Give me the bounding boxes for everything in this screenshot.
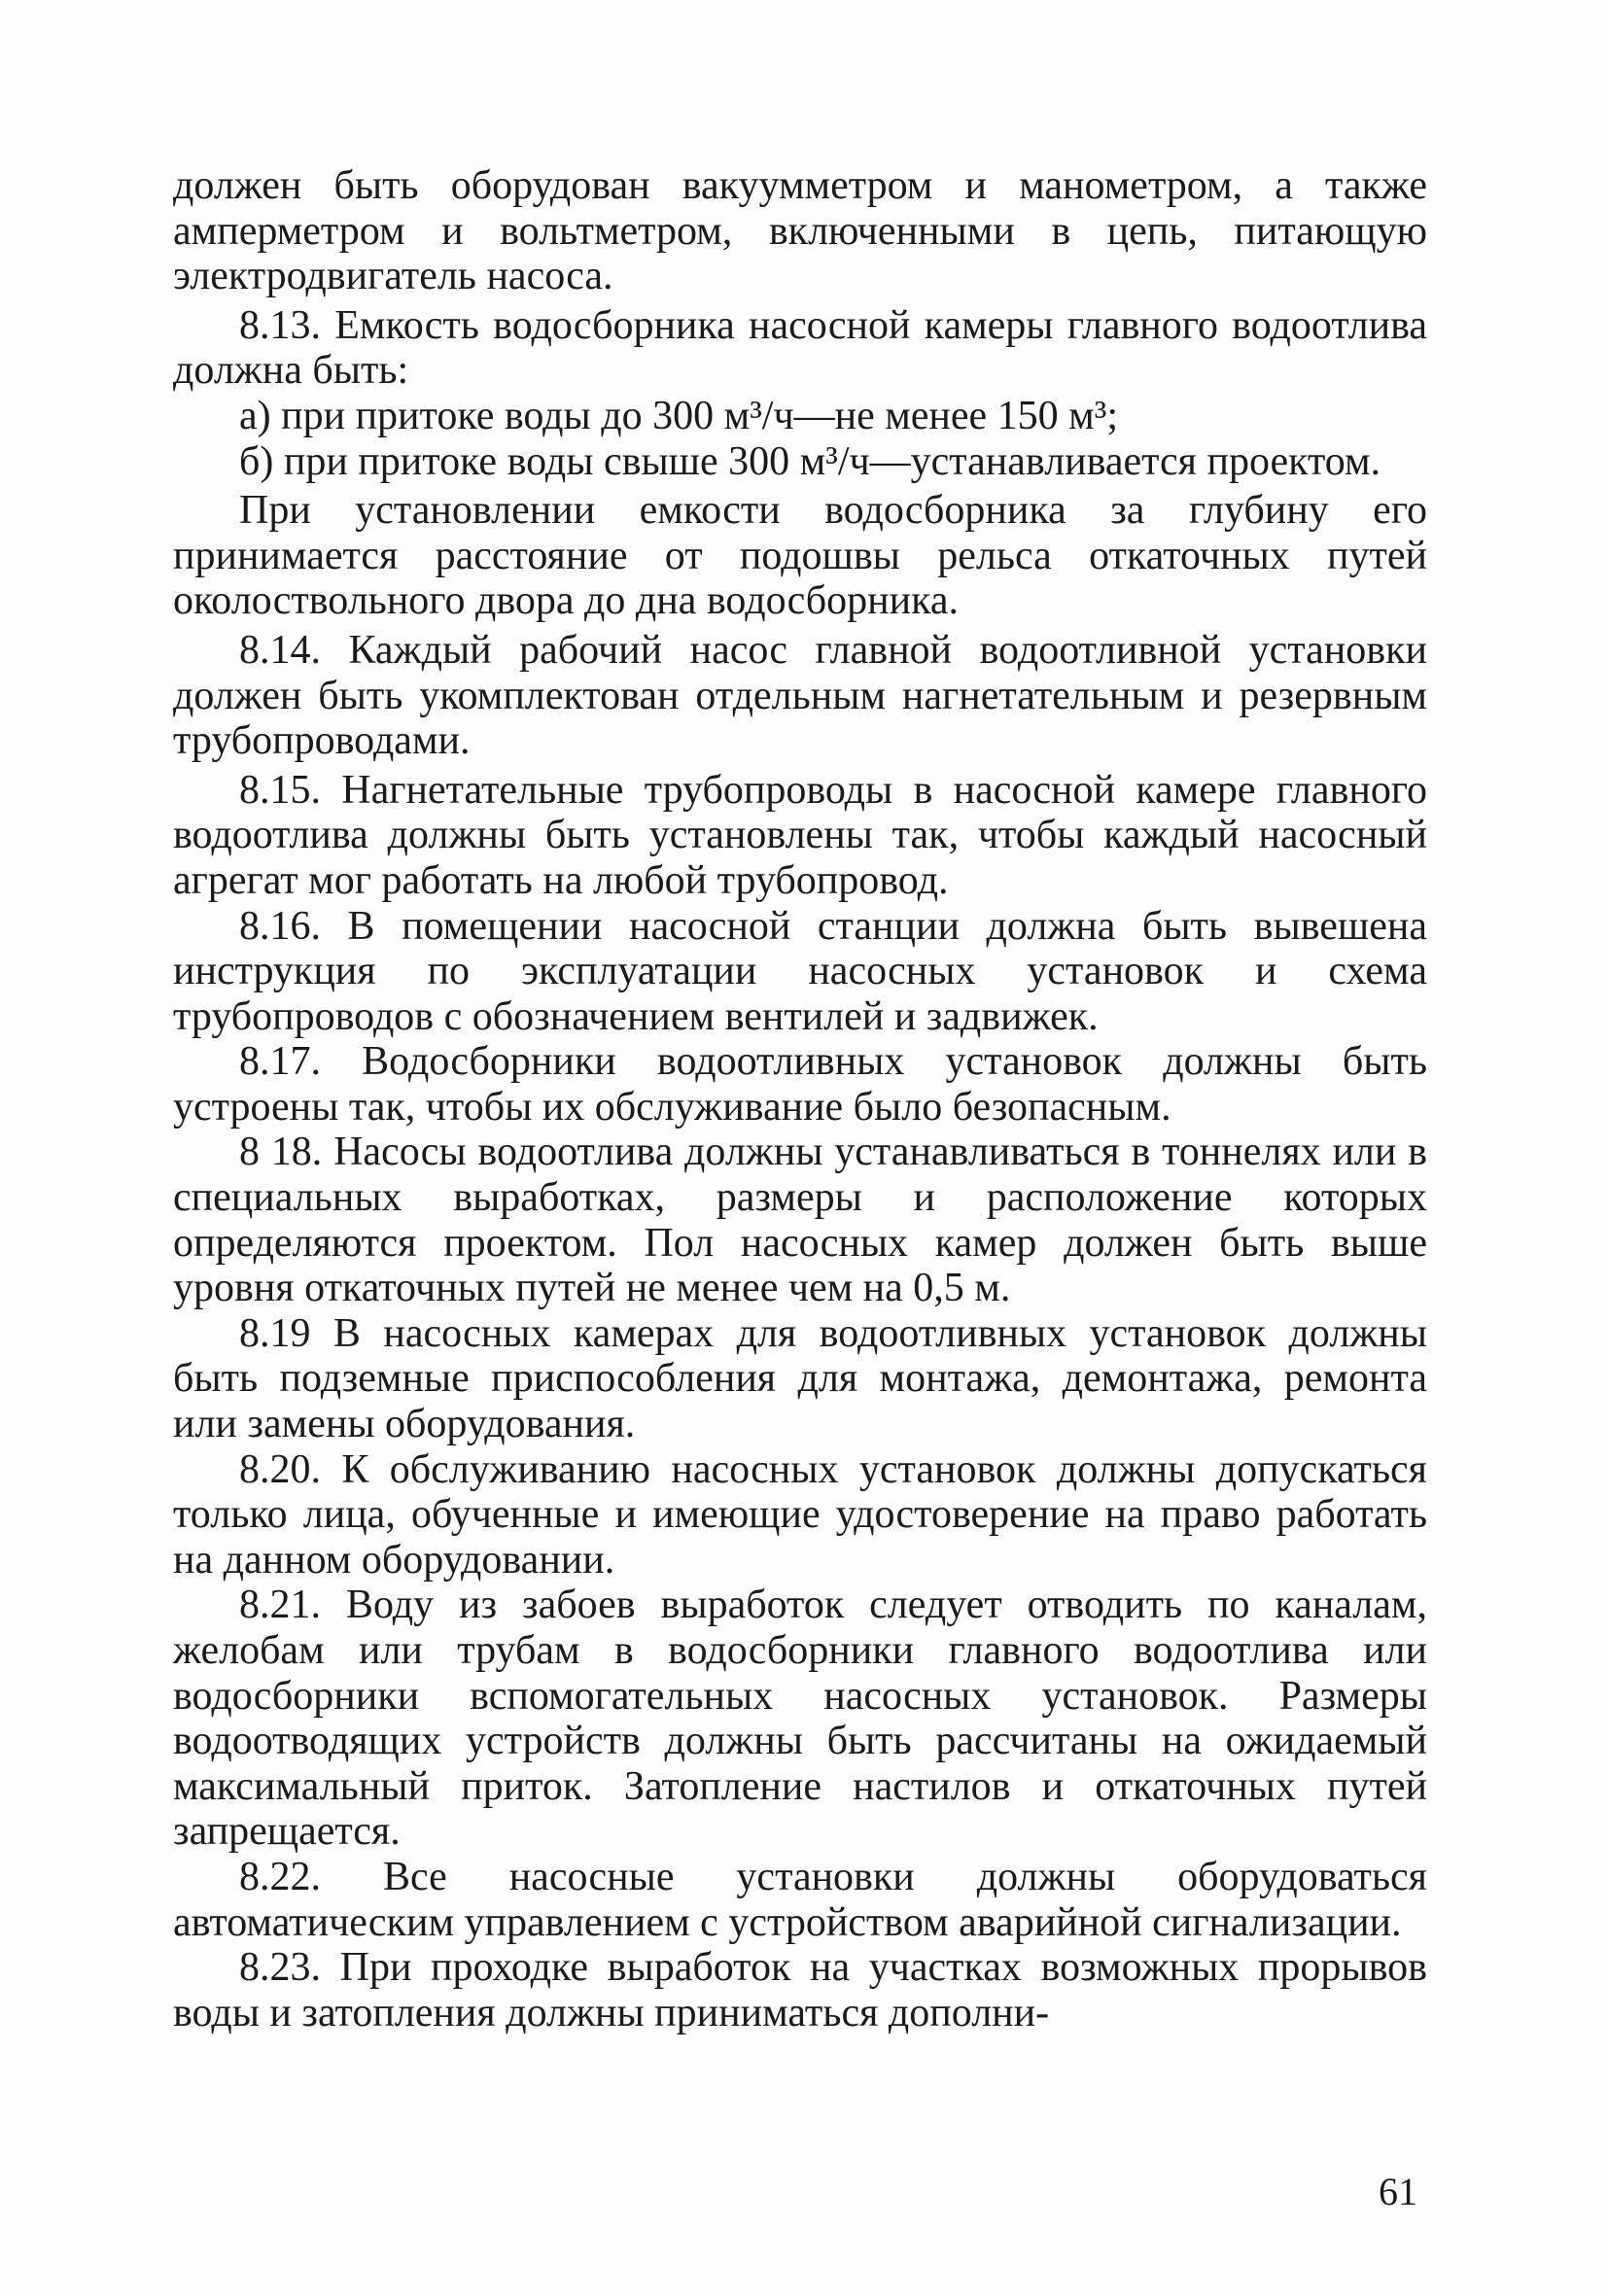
- paragraph-8-16: 8.16. В помещении насосной станции должна быть вывешена инструкция по эксплуатации насосных установок и схема трубопроводов с обозначением вентилей и задвижек.: [173, 903, 1427, 1039]
- paragraph-8-13: 8.13. Емкость водосборника насосной камеры главного водоотлива должна быть:: [173, 302, 1427, 394]
- paragraph-8-20: 8.20. К обслуживанию насосных установок должны допускаться только лица, обученные и имеющие удостоверение на право работать на данном оборудовании.: [173, 1446, 1427, 1583]
- paragraph-8-15: 8.15. Нагнетательные трубопроводы в насосной камере главного водоотлива должны быть установлены так, чтобы каждый насосный агрегат мог работать на любой трубопровод.: [173, 767, 1427, 903]
- paragraph-8-13-note: При установлении емкости водосборника за глубину его принимается расстояние от подошвы рельса откаточных путей околоствольного двора до дна водосборника.: [173, 488, 1427, 624]
- body-text: [173, 163, 1427, 2035]
- paragraph-8-21: 8.21. Воду из забоев выработок следует отводить по каналам, желобам или трубам в водосборники главного водоотлива или водосборники вспомогательных насосных установок. Размеры водоотводящих устройств должны быть рассчитаны на ожидаемый максимальный приток. Затопление настилов и откаточных путей запрещается.: [173, 1583, 1427, 1855]
- paragraph-8-13-b: б) при притоке воды свыше 300 м³/ч—устанавливается проектом.: [239, 438, 1381, 484]
- paragraph-8-14: 8.14. Каждый рабочий насос главной водоотливной установки должен быть укомплектован отдельным нагнетательным и резервным трубопроводами.: [173, 627, 1427, 764]
- paragraph-8-19: 8.19 В насосных камерах для водоотливных установок должны быть подземные приспособления для монтажа, демонтажа, ремонта или замены оборудования.: [173, 1310, 1427, 1447]
- paragraph-8-22: 8.22. Все насосные установки должны оборудоваться автоматическим управлением с устройством аварийной сигнализации.: [173, 1854, 1427, 1945]
- paragraph-8-17: 8.17. Водосборники водоотливных установок должны быть устроены так, чтобы их обслуживание было безопасным.: [173, 1039, 1427, 1130]
- paragraph-8-13-a: а) при притоке воды до 300 м³/ч—не менее 150 м³;: [239, 393, 1119, 438]
- paragraph-8-18: 8 18. Насосы водоотлива должны устанавливаться в тоннелях или в специальных выработках, размеры и расположение которых определяются проектом. Пол насосных камер должен быть выше уровня откаточных путей не менее чем на 0,5 м.: [173, 1130, 1427, 1311]
- page-number: 61: [1379, 2170, 1417, 2213]
- paragraph-8-23: 8.23. При проходке выработок на участках возможных прорывов воды и затопления должны приниматься дополни-: [173, 1945, 1427, 2035]
- paragraph-continuation: должен быть оборудован вакуумметром и манометром, а также амперметром и вольтметром, включенными в цепь, питающую электродвигатель насоса.: [173, 163, 1427, 299]
